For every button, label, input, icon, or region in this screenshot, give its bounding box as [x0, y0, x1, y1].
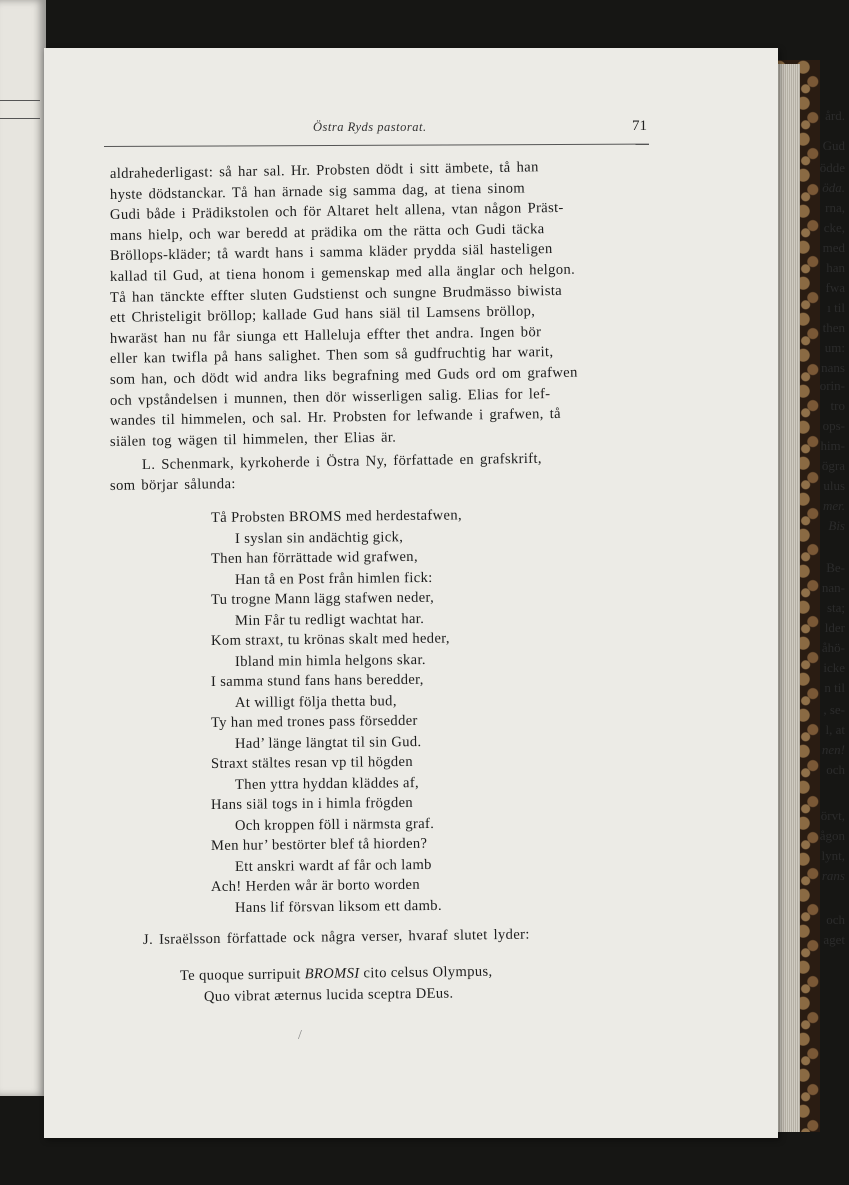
page-number: 71	[632, 118, 647, 134]
poem-line: At willigt följa thetta bud,	[234, 692, 397, 711]
body-line: kallad til Gud, at tiena honom i gemenskap med alla änglar och helgon.	[109, 261, 576, 285]
poem-line: Hans siäl togs in i himla frögden	[210, 794, 414, 813]
body-line: Tå han tänckte effter sluten Gudstienst och sungne Brudmässo biwista	[109, 282, 563, 306]
body-line: wandes til himmelen, och sal. Hr. Probsten for lefwande i grafwen, tå	[109, 406, 562, 430]
intro-line: L. Schenmark, kyrkoherde i Östra Ny, författade en grafskrift,	[141, 451, 542, 474]
poem-line: Men hur’ bestörter blef tå hiorden?	[210, 835, 428, 854]
ink-mark: /	[298, 1028, 302, 1043]
poem-line: Tu trogne Mann lägg stafwen neder,	[210, 589, 435, 608]
poem-line: Ach! Herden wår är borto worden	[210, 876, 421, 895]
left-page-fragment: ård. Gud ödde öda. rna, cke, med han fwa ı til then um: nans orin- tro ops- him- ögra ulus mer. Bis Be- nan- sta; lder åhö- icke n til , se- l, at nen! och örvt, ågon lynt, rans och aget	[0, 0, 46, 1096]
latin-name: BROMSI	[304, 965, 360, 983]
latin-line: Quo vibrat æternus lucida sceptra DEus.	[203, 985, 454, 1005]
poem-line: Tå Probsten BROMS med herdestafwen,	[210, 507, 463, 526]
body-line: Bröllops-kläder; tå wardt hans i samma kläder prydda siäl hasteligen	[109, 241, 553, 265]
body-line: och vpståndelsen i munnen, then dör wisserligen salig. Elias for lef-	[109, 385, 551, 409]
poem-line: Had’ länge längtat til sin Gud.	[234, 733, 422, 752]
body-line: aldrahederligast: så har sal. Hr. Probsten dödt i sitt ämbete, tå han	[109, 159, 539, 182]
poem-line: I samma stund fans hans beredder,	[210, 671, 424, 690]
latin-text: Te quoque surripuit	[179, 966, 305, 984]
body-line: hwaräst han nu får siunga ett Halleluja effter thet andra. Ingen bör	[109, 324, 542, 347]
body-line: ett Christeligit bröllop; kallade Gud hans siäl til Lamsens bröllop,	[109, 303, 536, 327]
poem-line: Ett anskri wardt af får och lamb	[234, 856, 432, 875]
body-line: Gudi både i Prädikstolen och för Altaret helt allena, vtan någon Präst-	[109, 200, 564, 224]
body-line: som han, och dödt wid andra liks begrafning med Guds ord om grafwen	[109, 364, 578, 388]
latin-text: cito celsus Olympus,	[359, 963, 493, 982]
poem-line: Hans lif försvan liksom ett damb.	[234, 897, 442, 916]
israelsson-intro: J. Israëlsson författade ock några verser, hvaraf slutet lyder:	[142, 926, 530, 948]
poem-line: Straxt stältes resan vp til högden	[210, 753, 414, 772]
poem-line: Then yttra hyddan kläddes af,	[234, 774, 420, 793]
body-line: eller kan twifla på hans salighet. Then som så gudfruchtig har warit,	[109, 344, 554, 368]
body-line: mans hielp, och war beredd at prädika om the rätta och Gudi täcka	[109, 220, 545, 244]
poem-line: Ty han med trones pass försedder	[210, 712, 418, 731]
poem-line: Han tå en Post från himlen fick:	[234, 569, 433, 588]
left-page-rule	[0, 100, 40, 101]
poem-line: Kom straxt, tu krönas skalt med heder,	[210, 630, 450, 649]
poem-line: I syslan sin andächtig gick,	[234, 528, 404, 547]
body-line: hyste dödstanckar. Tå han ärnade sig samma dag, at tiena sinom	[109, 180, 526, 203]
page-stack-edges	[776, 64, 800, 1132]
poem-line: Min Får tu redligt wachtat har.	[234, 610, 425, 629]
poem-line: Och kroppen föll i närmsta graf.	[234, 815, 435, 834]
intro-line: som börjar sålunda:	[109, 476, 236, 494]
running-header-title: Östra Ryds pastorat.	[313, 120, 427, 134]
body-line: siälen tog wägen til himmelen, ther Elias är.	[109, 429, 397, 450]
poem-line: Ibland min himla helgons skar.	[234, 651, 426, 670]
left-page-rule	[0, 118, 40, 119]
poem-line: Then han förrättade wid grafwen,	[210, 548, 418, 567]
